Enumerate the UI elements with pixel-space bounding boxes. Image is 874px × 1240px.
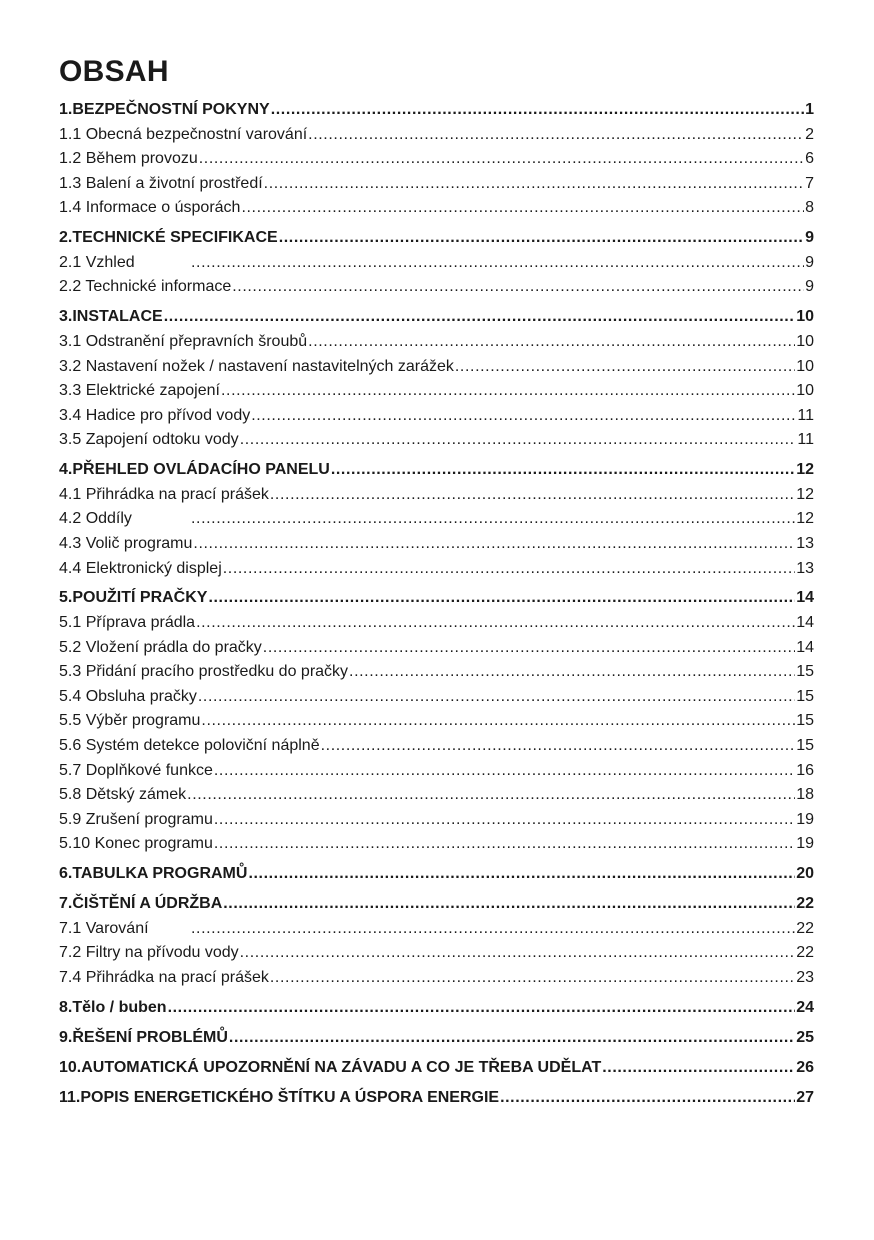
toc-entry-page-number: 6 (805, 150, 814, 168)
toc-entry-label: 5.4 Obsluha pračky (59, 687, 197, 705)
toc-dot-leader (164, 305, 795, 330)
toc-chapter-entry[interactable] (59, 996, 814, 1021)
toc-entry-label: 4.3 Volič programu (59, 534, 193, 552)
toc-section-entry[interactable] (59, 917, 814, 942)
toc-section-entry[interactable] (59, 709, 814, 734)
toc-entry-label: 1.2 Během provozu (59, 150, 198, 168)
toc-entry-page-number: 11 (797, 431, 814, 449)
toc-entry-label: 1.BEZPEČNOSTNÍ POKYNY (59, 101, 270, 118)
toc-section-entry[interactable] (59, 172, 814, 197)
toc-entry-page-number: 15 (796, 712, 814, 730)
toc-entry-page-number: 10 (796, 382, 814, 400)
toc-section-entry[interactable] (59, 660, 814, 685)
toc-dot-leader (241, 196, 804, 221)
toc-entry-label: 5.1 Příprava prádla (59, 614, 196, 632)
toc-section-entry[interactable] (59, 966, 814, 991)
toc-chapter-entry[interactable] (59, 892, 814, 917)
toc-entry-label: 6.TABULKA PROGRAMŮ (59, 865, 248, 883)
toc-dot-leader (198, 685, 795, 710)
toc-dot-leader (500, 1086, 795, 1111)
toc-section-entry[interactable] (59, 507, 814, 532)
toc-entry-page-number: 12 (796, 510, 814, 528)
toc-dot-leader (308, 123, 804, 148)
toc-entry-page-number: 8 (805, 199, 814, 217)
toc-chapter-entry[interactable] (59, 862, 814, 887)
toc-entry-page-number: 9 (805, 229, 814, 247)
toc-section-entry[interactable] (59, 404, 814, 429)
toc-entry-page-number: 24 (796, 998, 814, 1016)
toc-entry-label: 7.4 Přihrádka na prací prášek (59, 968, 269, 986)
toc-entry-page-number: 9 (805, 253, 814, 271)
toc-entry-label: 5.7 Doplňkové funkce (59, 761, 213, 779)
toc-entry-page-number: 13 (796, 534, 814, 552)
toc-entry-page-number: 22 (796, 919, 814, 937)
toc-entry-label: 2.TECHNICKÉ SPECIFIKACE (59, 229, 278, 247)
toc-section-entry[interactable] (59, 483, 814, 508)
toc-section-entry[interactable] (59, 330, 814, 355)
toc-section-entry[interactable] (59, 611, 814, 636)
toc-entry-page-number: 9 (805, 278, 814, 296)
toc-entry-page-number: 19 (796, 810, 814, 828)
toc-entry-label: 2.2 Technické informace (59, 278, 232, 296)
table-of-contents-page (59, 52, 814, 1110)
page-title: OBSAH (59, 55, 169, 88)
toc-dot-leader (263, 636, 795, 661)
toc-entry-page-number: 1 (805, 101, 814, 118)
toc-dot-leader (349, 660, 795, 685)
toc-section-entry[interactable] (59, 532, 814, 557)
toc-section-entry[interactable] (59, 355, 814, 380)
toc-entry-page-number: 10 (796, 332, 814, 350)
toc-dot-leader (229, 1026, 795, 1051)
toc-entry-label: 7.ČIŠTĚNÍ A ÚDRŽBA (59, 895, 223, 913)
toc-dot-leader (602, 1056, 795, 1081)
toc-entry-page-number: 14 (796, 614, 814, 632)
toc-entry-page-number: 22 (796, 944, 814, 962)
toc-entry-label: 11.POPIS ENERGETICKÉHO ŠTÍTKU A ÚSPORA ENERGIE (59, 1088, 500, 1106)
toc-dot-leader (308, 330, 795, 355)
toc-section-entry[interactable] (59, 123, 814, 148)
toc-section-entry[interactable] (59, 557, 814, 582)
toc-entry-page-number: 25 (796, 1028, 814, 1046)
toc-entry-page-number: 10 (796, 308, 814, 326)
toc-dot-leader (279, 226, 804, 251)
toc-list (59, 98, 814, 1110)
toc-chapter-entry[interactable] (59, 1086, 814, 1111)
toc-chapter-entry[interactable] (59, 458, 814, 483)
toc-dot-leader (455, 355, 795, 380)
toc-dot-leader (196, 611, 795, 636)
toc-section-entry[interactable] (59, 783, 814, 808)
toc-dot-leader (223, 557, 795, 582)
toc-entry-label: 5.10 Konec programu (59, 835, 213, 853)
toc-dot-leader (270, 966, 795, 991)
toc-section-entry[interactable] (59, 734, 814, 759)
toc-dot-leader (191, 917, 795, 942)
toc-dot-leader (321, 734, 796, 759)
toc-entry-page-number: 13 (796, 559, 814, 577)
toc-entry-label: 3.1 Odstranění přepravních šroubů (59, 332, 308, 350)
toc-dot-leader (214, 832, 795, 857)
toc-section-entry[interactable] (59, 685, 814, 710)
toc-entry-label: 7.2 Filtry na přívodu vody (59, 944, 239, 962)
toc-entry-label: 5.POUŽITÍ PRAČKY (59, 589, 208, 607)
toc-entry-label: 10.AUTOMATICKÁ UPOZORNĚNÍ NA ZÁVADU A CO JE TŘEBA UDĚLAT (59, 1058, 602, 1076)
toc-entry-label: 5.8 Dětský zámek (59, 786, 187, 804)
toc-entry-label: 3.2 Nastavení nožek / nastavení nastavitelných zarážek (59, 357, 454, 375)
toc-entry-label: 5.6 Systém detekce poloviční náplně (59, 737, 320, 755)
toc-dot-leader (193, 532, 795, 557)
toc-section-entry[interactable] (59, 941, 814, 966)
toc-section-entry[interactable] (59, 379, 814, 404)
toc-entry-page-number: 11 (797, 406, 814, 424)
toc-entry-page-number: 7 (805, 174, 814, 192)
toc-entry-page-number: 27 (796, 1088, 814, 1106)
toc-entry-page-number: 10 (796, 357, 814, 375)
toc-entry-label: 7.1 Varování (59, 919, 149, 937)
toc-entry-page-number: 15 (796, 663, 814, 681)
toc-entry-page-number: 22 (796, 895, 814, 913)
toc-dot-leader (214, 759, 795, 784)
toc-section-entry[interactable] (59, 147, 814, 172)
toc-dot-leader (191, 507, 795, 532)
toc-section-entry[interactable] (59, 832, 814, 857)
toc-entry-label: 3.INSTALACE (59, 308, 163, 326)
toc-dot-leader (187, 783, 795, 808)
toc-chapter-entry[interactable] (59, 586, 814, 611)
toc-entry-page-number: 14 (796, 589, 814, 607)
toc-entry-page-number: 18 (796, 786, 814, 804)
toc-entry-label: 5.5 Výběr programu (59, 712, 201, 730)
toc-chapter-entry[interactable] (59, 1026, 814, 1051)
toc-entry-label: 8.Tělo / buben (59, 998, 167, 1016)
toc-entry-label: 2.1 Vzhled (59, 253, 135, 271)
toc-dot-leader (248, 862, 795, 887)
toc-entry-page-number: 20 (796, 865, 814, 883)
toc-entry-label: 3.4 Hadice pro přívod vody (59, 406, 251, 424)
toc-entry-label: 4.PŘEHLED OVLÁDACÍHO PANELU (59, 461, 330, 479)
toc-dot-leader (214, 808, 795, 833)
toc-chapter-entry[interactable] (59, 1056, 814, 1081)
toc-entry-page-number: 14 (796, 638, 814, 656)
toc-dot-leader (240, 428, 797, 453)
toc-entry-label: 4.4 Elektronický displej (59, 559, 222, 577)
toc-section-entry[interactable] (59, 428, 814, 453)
toc-entry-label: 9.ŘEŠENÍ PROBLÉMŮ (59, 1028, 228, 1046)
toc-dot-leader (221, 379, 795, 404)
toc-dot-leader (208, 586, 795, 611)
toc-section-entry[interactable] (59, 251, 814, 276)
toc-chapter-entry[interactable] (59, 98, 814, 123)
toc-entry-label: 4.2 Oddíly (59, 510, 132, 528)
toc-dot-leader (331, 458, 795, 483)
toc-dot-leader (240, 941, 796, 966)
toc-dot-leader (201, 709, 795, 734)
toc-entry-label: 3.3 Elektrické zapojení (59, 382, 220, 400)
toc-dot-leader (232, 275, 804, 300)
toc-entry-label: 5.9 Zrušení programu (59, 810, 213, 828)
toc-entry-page-number: 26 (796, 1058, 814, 1076)
toc-entry-label: 1.1 Obecná bezpečnostní varování (59, 125, 308, 143)
toc-entry-label: 1.3 Balení a životní prostředí (59, 174, 263, 192)
toc-dot-leader (168, 996, 796, 1021)
toc-section-entry[interactable] (59, 196, 814, 221)
toc-entry-label: 3.5 Zapojení odtoku vody (59, 431, 239, 449)
toc-section-entry[interactable] (59, 808, 814, 833)
toc-dot-leader (199, 147, 804, 172)
toc-dot-leader (223, 892, 795, 917)
toc-dot-leader (264, 172, 804, 197)
toc-entry-page-number: 16 (796, 761, 814, 779)
toc-dot-leader (270, 483, 795, 508)
toc-entry-page-number: 23 (796, 968, 814, 986)
toc-entry-label: 4.1 Přihrádka na prací prášek (59, 485, 269, 503)
toc-entry-page-number: 12 (796, 461, 814, 479)
toc-entry-page-number: 12 (796, 485, 814, 503)
toc-entry-page-number: 15 (796, 687, 814, 705)
toc-entry-label: 5.3 Přidání pracího prostředku do pračky (59, 663, 349, 681)
toc-entry-page-number: 2 (805, 125, 814, 143)
toc-entry-label: 1.4 Informace o úsporách (59, 199, 241, 217)
toc-entry-page-number: 19 (796, 835, 814, 853)
toc-chapter-entry[interactable] (59, 226, 814, 251)
toc-entry-label: 5.2 Vložení prádla do pračky (59, 638, 262, 656)
toc-section-entry[interactable] (59, 636, 814, 661)
toc-dot-leader (271, 98, 804, 123)
toc-dot-leader (191, 251, 804, 276)
toc-dot-leader (251, 404, 796, 429)
toc-entry-page-number: 15 (796, 737, 814, 755)
toc-section-entry[interactable] (59, 759, 814, 784)
toc-chapter-entry[interactable] (59, 305, 814, 330)
toc-section-entry[interactable] (59, 275, 814, 300)
